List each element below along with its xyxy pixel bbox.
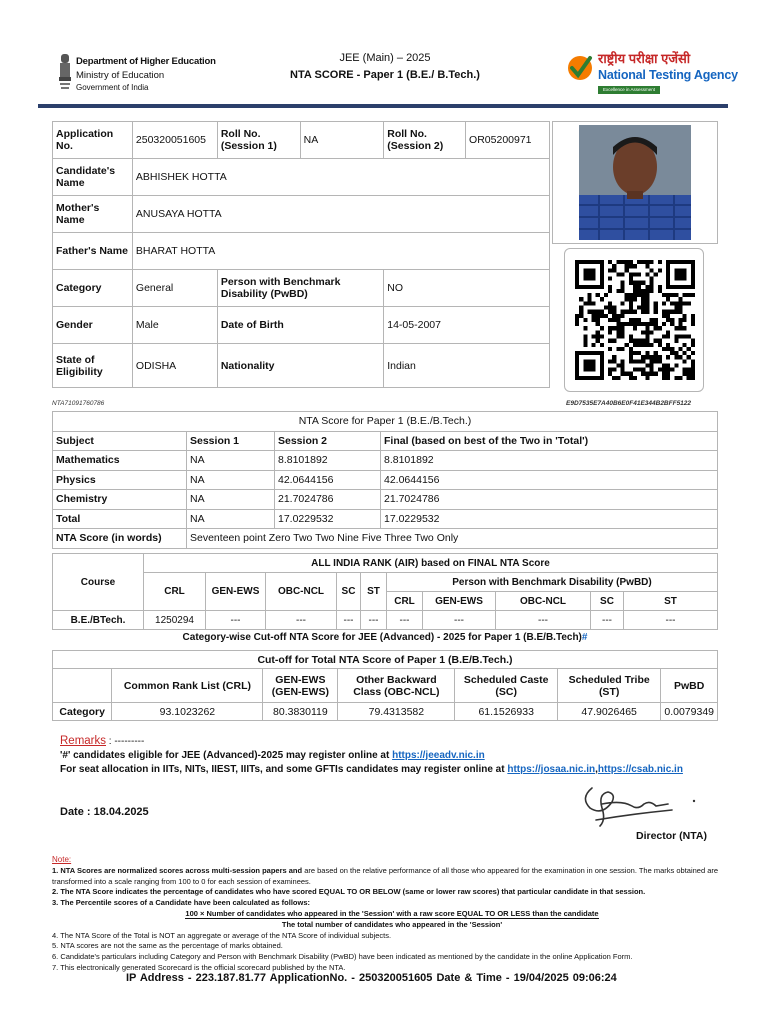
state-value: ODISHA [132,344,217,388]
rank-col-crl: CRL [144,573,206,611]
national-emblem-icon [58,52,72,92]
notes-label: Note: [52,855,72,864]
cutoff-note [52,632,718,643]
table-row [53,703,718,721]
table-row [53,451,718,471]
final-cell: 8.8101892 [381,451,718,471]
table-row [53,490,718,510]
name-label: Candidate's Name [53,159,133,196]
note-6: 6. Candidate's particulars including Category and Person with Benchmark Disability (PwBD) have been indicated as mentioned by the candidate in the online Application Form. [52,952,633,962]
rank-title: ALL INDIA RANK (AIR) based on FINAL NTA Score [144,554,718,573]
cutoff-cell: 80.3830119 [263,703,338,721]
remarks-dashes: : --------- [106,736,145,747]
gender-value: Male [132,307,217,344]
subject-cell: Chemistry [53,490,187,510]
agency-english: National Testing Agency [598,68,738,82]
candidate-photo-image [579,125,691,240]
rank-col-sc: SC [337,573,361,611]
rank-cell: --- [591,611,624,630]
pwbd-value: NO [384,270,550,307]
final-cell: 21.7024786 [381,490,718,510]
rank-cell: 1250294 [144,611,206,630]
score-header-final: Final (based on best of the Two in 'Total') [381,431,718,451]
table-row [53,470,718,490]
session2-cell: 17.0229532 [275,509,381,529]
rank-pwbd-col-gen-ews: GEN-EWS [423,592,496,611]
issue-date: Date : 18.04.2025 [60,806,149,818]
director-title: Director (NTA) [636,830,707,842]
link-separator: , [595,764,598,775]
session2-cell: 21.7024786 [275,490,381,510]
table-row [53,509,718,529]
nta-logo [566,48,738,96]
score-words-label: NTA Score (in words) [53,529,187,549]
rank-table [52,553,718,630]
dob-label: Date of Birth [217,307,383,344]
dept-line3: Government of India [76,83,149,92]
candidate-info-table [52,121,550,388]
roll1-value: NA [300,122,384,159]
dept-line1: Department of Higher Education [76,56,216,67]
subject-cell: Mathematics [53,451,187,471]
rank-pwbd-col-obc-ncl: OBC-NCL [496,592,591,611]
ref-number-right: E9D7535E7A40B6E0F41E344B2BFF5122 [566,400,692,407]
agency-hindi: राष्ट्रीय परीक्षा एजेंसी [598,51,691,66]
session1-cell: NA [187,470,275,490]
rank-cell: --- [361,611,387,630]
session1-cell: NA [187,509,275,529]
note-7: 7. This electronically generated Scorecard is the official scorecard published by the NTA. [52,962,346,972]
qr-code [564,248,704,392]
cutoff-col-pwbd: PwBD [661,669,718,703]
cutoff-col-sc: Scheduled Caste (SC) [455,669,558,703]
note-4: 4. The NTA Score of the Total is NOT an aggregate or average of the NTA Score of individual subjects. [52,930,392,940]
cutoff-cell: 79.4313582 [338,703,455,721]
rank-cell: --- [337,611,361,630]
director-signature-icon [572,780,702,832]
ministry-header [58,52,216,98]
state-label: State of Eligibility [53,344,133,388]
ref-number-left: NTA71091760786 [52,400,105,407]
score-header-subject: Subject [53,431,187,451]
score-words-value: Seventeen point Zero Two Two Nine Five Three Two Only [187,529,718,549]
cutoff-cell: 93.1023262 [112,703,263,721]
final-cell: 42.0644156 [381,470,718,490]
formula-denominator: The total number of candidates who appeared in the 'Session' [281,919,503,929]
note-5: 5. NTA scores are not the same as the percentage of marks obtained. [52,941,283,951]
roll2-label: Roll No. (Session 2) [384,122,466,159]
dob-value: 14-05-2007 [384,307,550,344]
josaa-link[interactable]: https://josaa.nic.in [507,764,596,775]
rank-col-obc-ncl: OBC-NCL [266,573,337,611]
jeeadv-link[interactable]: https://jeeadv.nic.in [392,750,485,761]
rank-cell: --- [266,611,337,630]
cutoff-corner [53,669,112,703]
app-no-label: Application No. [53,122,133,159]
rank-cell: --- [387,611,423,630]
cutoff-col-crl: Common Rank List (CRL) [112,669,263,703]
remarks [60,734,740,777]
session1-cell: NA [187,451,275,471]
cutoff-row-label: Category [53,703,112,721]
rank-pwbd-group: Person with Benchmark Disability (PwBD) [387,573,718,592]
nta-tick-icon [566,52,594,86]
roll1-label: Roll No. (Session 1) [217,122,300,159]
nationality-label: Nationality [217,344,383,388]
cutoff-col-obc-ncl: Other Backward Class (OBC-NCL) [338,669,455,703]
pwbd-label: Person with Benchmark Disability (PwBD) [217,270,383,307]
agency-tagline: Excellence in Assessment [598,86,660,94]
cutoff-table [52,650,718,721]
father-label: Father's Name [53,233,133,270]
category-value: General [132,270,217,307]
note-1-rest: are based on the relative performance of all those who appeared for the examination in one session. The marks obtained are transformed into a scale ranging from 100 to 0 for each session of examinees. [52,865,719,886]
formula-numerator: 100 × Number of candidates who appeared in the 'Session' with a raw score EQUAL TO OR LESS than the candidate [185,908,599,918]
score-header-session2: Session 2 [275,431,381,451]
rank-cell: --- [624,611,718,630]
category-label: Category [53,270,133,307]
rank-course-label: Course [53,554,144,611]
nationality-value: Indian [384,344,550,388]
roll2-value: OR05200971 [466,122,550,159]
page-title [250,50,520,84]
rank-cell: --- [496,611,591,630]
cutoff-cell: 61.1526933 [455,703,558,721]
score-table-title: NTA Score for Paper 1 (B.E./B.Tech.) [53,412,718,432]
notes [52,855,732,974]
table-row [53,611,718,630]
dept-line2: Ministry of Education [76,70,165,81]
session2-cell: 8.8101892 [275,451,381,471]
rank-cell: --- [423,611,496,630]
cutoff-cell: 47.9026465 [557,703,660,721]
header-rule [38,104,728,108]
subject-cell: Physics [53,470,187,490]
rank-course-value: B.E./BTech. [53,611,144,630]
rank-pwbd-col-sc: SC [591,592,624,611]
rank-col-gen-ews: GEN-EWS [206,573,266,611]
footer-line: IP Address - 223.187.81.77 ApplicationNo. - 250320051605 Date & Time - 19/04/2025 09:06:24 [126,972,617,984]
csab-link[interactable]: https://csab.nic.in [597,764,683,775]
rank-pwbd-col-st: ST [624,592,718,611]
candidate-photo [552,121,718,244]
note-2: 2. The NTA Score indicates the percentage of candidates who have scored EQUAL TO OR BELOW (same or lower raw scores) that particular candidate in that session. [52,887,646,897]
score-table [52,411,718,549]
session2-cell: 42.0644156 [275,470,381,490]
mother-label: Mother's Name [53,196,133,233]
final-cell: 17.0229532 [381,509,718,529]
mother-value: ANUSAYA HOTTA [132,196,549,233]
gender-label: Gender [53,307,133,344]
father-value: BHARAT HOTTA [132,233,549,270]
note-3: 3. The Percentile scores of a Candidate have been calculated as follows: [52,898,311,908]
qr-code-icon [575,259,695,381]
app-no-value: 250320051605 [132,122,217,159]
cutoff-note-text: Category-wise Cut-off NTA Score for JEE (Advanced) - 2025 for Paper 1 (B.E/B.Tech) [182,632,582,643]
remarks-line1: '#' candidates eligible for JEE (Advanced)-2025 may register online at [60,750,393,761]
remarks-label: Remarks [60,735,107,747]
session1-cell: NA [187,490,275,510]
cutoff-title: Cut-off for Total NTA Score of Paper 1 (B.E/B.Tech.) [53,651,718,669]
note-1-bold: 1. NTA Scores are normalized scores across multi-session papers and [52,865,303,875]
rank-pwbd-col-crl: CRL [387,592,423,611]
name-value: ABHISHEK HOTTA [132,159,549,196]
score-header-session1: Session 1 [187,431,275,451]
rank-cell: --- [206,611,266,630]
cutoff-col-gen-ews: GEN-EWS (GEN-EWS) [263,669,338,703]
exam-title: JEE (Main) – 2025 [339,52,431,64]
remarks-line2: For seat allocation in IITs, NITs, IIEST, IIITs, and some GFTIs candidates may register online at [60,764,508,775]
cutoff-col-st: Scheduled Tribe (ST) [557,669,660,703]
cutoff-cell: 0.0079349 [661,703,718,721]
rank-col-st: ST [361,573,387,611]
cutoff-note-mark: # [581,632,588,643]
subject-cell: Total [53,509,187,529]
score-title: NTA SCORE - Paper 1 (B.E./ B.Tech.) [290,69,480,81]
